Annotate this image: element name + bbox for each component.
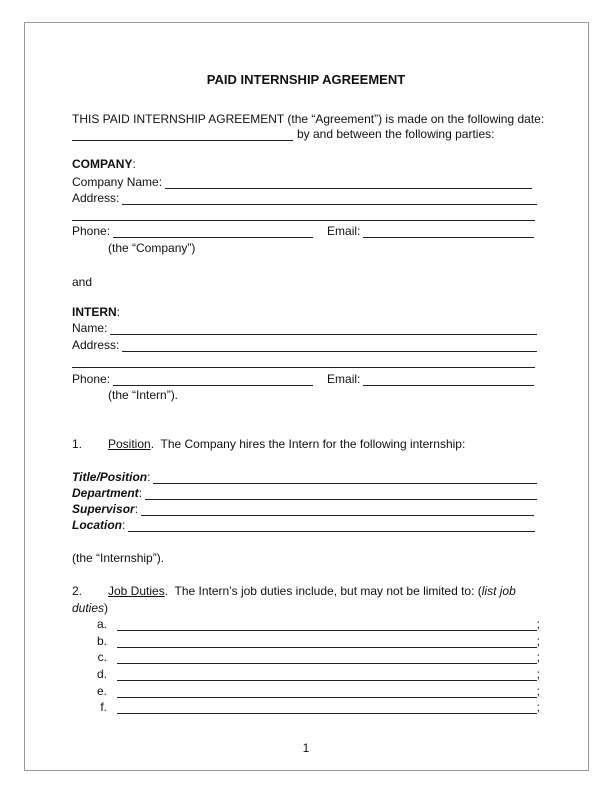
job-duty-letter: d. — [96, 667, 107, 681]
intern-address-field[interactable] — [122, 339, 537, 352]
company-address-field[interactable] — [122, 192, 537, 205]
and-label: and — [72, 275, 93, 289]
semicolon: ; — [536, 634, 540, 648]
company-address-field-2[interactable] — [72, 208, 535, 221]
company-address-label: Address: — [72, 191, 120, 205]
location-label: Location — [72, 518, 122, 532]
document-title: PAID INTERNSHIP AGREEMENT — [206, 72, 406, 87]
colon: : — [116, 305, 121, 319]
job-duty-row — [72, 615, 540, 631]
supervisor-label: Supervisor — [72, 502, 135, 516]
paren: ) — [104, 601, 109, 615]
section-1-title: Position — [108, 437, 151, 451]
colon: : — [134, 502, 139, 516]
section-2-hint-2: duties — [72, 601, 105, 615]
job-duty-field[interactable] — [117, 668, 537, 681]
section-1-heading — [72, 435, 537, 451]
company-phone-label: Phone: — [72, 224, 111, 238]
job-duty-field[interactable] — [117, 618, 537, 631]
intern-email-field[interactable] — [363, 373, 534, 386]
intern-name-field[interactable] — [110, 322, 537, 335]
intern-name-row — [72, 319, 537, 335]
location-field[interactable] — [128, 519, 535, 532]
job-duty-letter: f. — [100, 700, 107, 714]
semicolon: ; — [536, 700, 540, 714]
intern-heading-text: INTERN — [72, 305, 117, 319]
company-email-field[interactable] — [363, 225, 534, 238]
section-2-title: Job Duties — [108, 584, 165, 598]
job-duty-field[interactable] — [117, 635, 537, 648]
title-position-label: Title/Position — [72, 470, 148, 484]
semicolon: ; — [536, 650, 540, 664]
job-duty-field[interactable] — [117, 685, 537, 698]
company-name-field[interactable] — [165, 176, 532, 189]
intern-address-label: Address: — [72, 338, 120, 352]
colon: : — [132, 157, 136, 171]
job-duty-row — [72, 665, 540, 681]
intro-line-1 — [72, 110, 545, 126]
department-field[interactable] — [145, 487, 537, 500]
semicolon: ; — [536, 617, 540, 631]
company-heading-text: COMPANY — [72, 157, 133, 171]
job-duty-letter: c. — [97, 650, 107, 664]
job-duty-letter: b. — [96, 634, 107, 648]
department-label: Department — [72, 486, 139, 500]
company-name-row — [72, 173, 532, 189]
internship-defined — [72, 549, 537, 565]
section-2-text: . The Intern’s job duties include, but may not be limited to: ( — [164, 584, 482, 598]
intern-address-field-2[interactable] — [72, 355, 535, 368]
company-contact-row — [72, 222, 534, 238]
department-row — [72, 484, 537, 500]
intern-address-row-2 — [72, 352, 535, 368]
job-duty-field[interactable] — [117, 701, 537, 714]
intro-text: THIS PAID INTERNSHIP AGREEMENT (the “Agreement”) is made on the following date: — [72, 112, 545, 126]
location-row — [72, 516, 535, 532]
company-heading — [72, 155, 537, 171]
colon: : — [122, 518, 126, 532]
intern-contact-row — [72, 370, 534, 386]
job-duty-field[interactable] — [117, 651, 537, 664]
company-defined — [108, 239, 573, 255]
company-defined-text: (the “Company”) — [108, 241, 196, 255]
intern-email-label: Email: — [327, 372, 361, 386]
section-number: 2. — [72, 584, 83, 598]
company-email-label: Email: — [327, 224, 361, 238]
intern-address-row — [72, 336, 537, 352]
intern-heading — [72, 303, 537, 319]
colon: : — [138, 486, 143, 500]
intern-name-label: Name: — [72, 321, 108, 335]
intern-defined — [108, 386, 573, 402]
intern-phone-field[interactable] — [113, 373, 313, 386]
and-text — [72, 273, 537, 289]
section-2-heading — [72, 582, 542, 598]
title-position-row — [72, 468, 537, 484]
intro-line-2 — [72, 125, 537, 141]
intro-text-2: by and between the following parties: — [297, 127, 495, 141]
company-address-row — [72, 189, 537, 205]
intern-defined-text: (the “Intern”). — [108, 388, 179, 402]
internship-defined-text: (the “Internship”). — [72, 551, 165, 565]
semicolon: ; — [536, 684, 540, 698]
company-name-label: Company Name: — [72, 175, 163, 189]
job-duty-letter: e. — [96, 684, 107, 698]
section-1-text: . The Company hires the Intern for the following internship: — [150, 437, 466, 451]
section-2-hint: list job — [481, 584, 516, 598]
page-number: 1 — [302, 741, 310, 755]
semicolon: ; — [536, 667, 540, 681]
company-phone-field[interactable] — [113, 225, 313, 238]
supervisor-row — [72, 500, 534, 516]
supervisor-field[interactable] — [141, 503, 534, 516]
company-address-row-2 — [72, 205, 535, 221]
job-duty-row — [72, 698, 540, 714]
section-2-heading-cont — [72, 599, 537, 615]
title-position-field[interactable] — [153, 471, 537, 484]
job-duty-row — [72, 648, 540, 664]
colon: : — [147, 470, 151, 484]
job-duty-row — [72, 632, 540, 648]
job-duty-row — [72, 682, 540, 698]
date-field[interactable] — [72, 128, 293, 141]
section-number: 1. — [72, 437, 83, 451]
job-duty-letter: a. — [96, 617, 107, 631]
intern-phone-label: Phone: — [72, 372, 111, 386]
